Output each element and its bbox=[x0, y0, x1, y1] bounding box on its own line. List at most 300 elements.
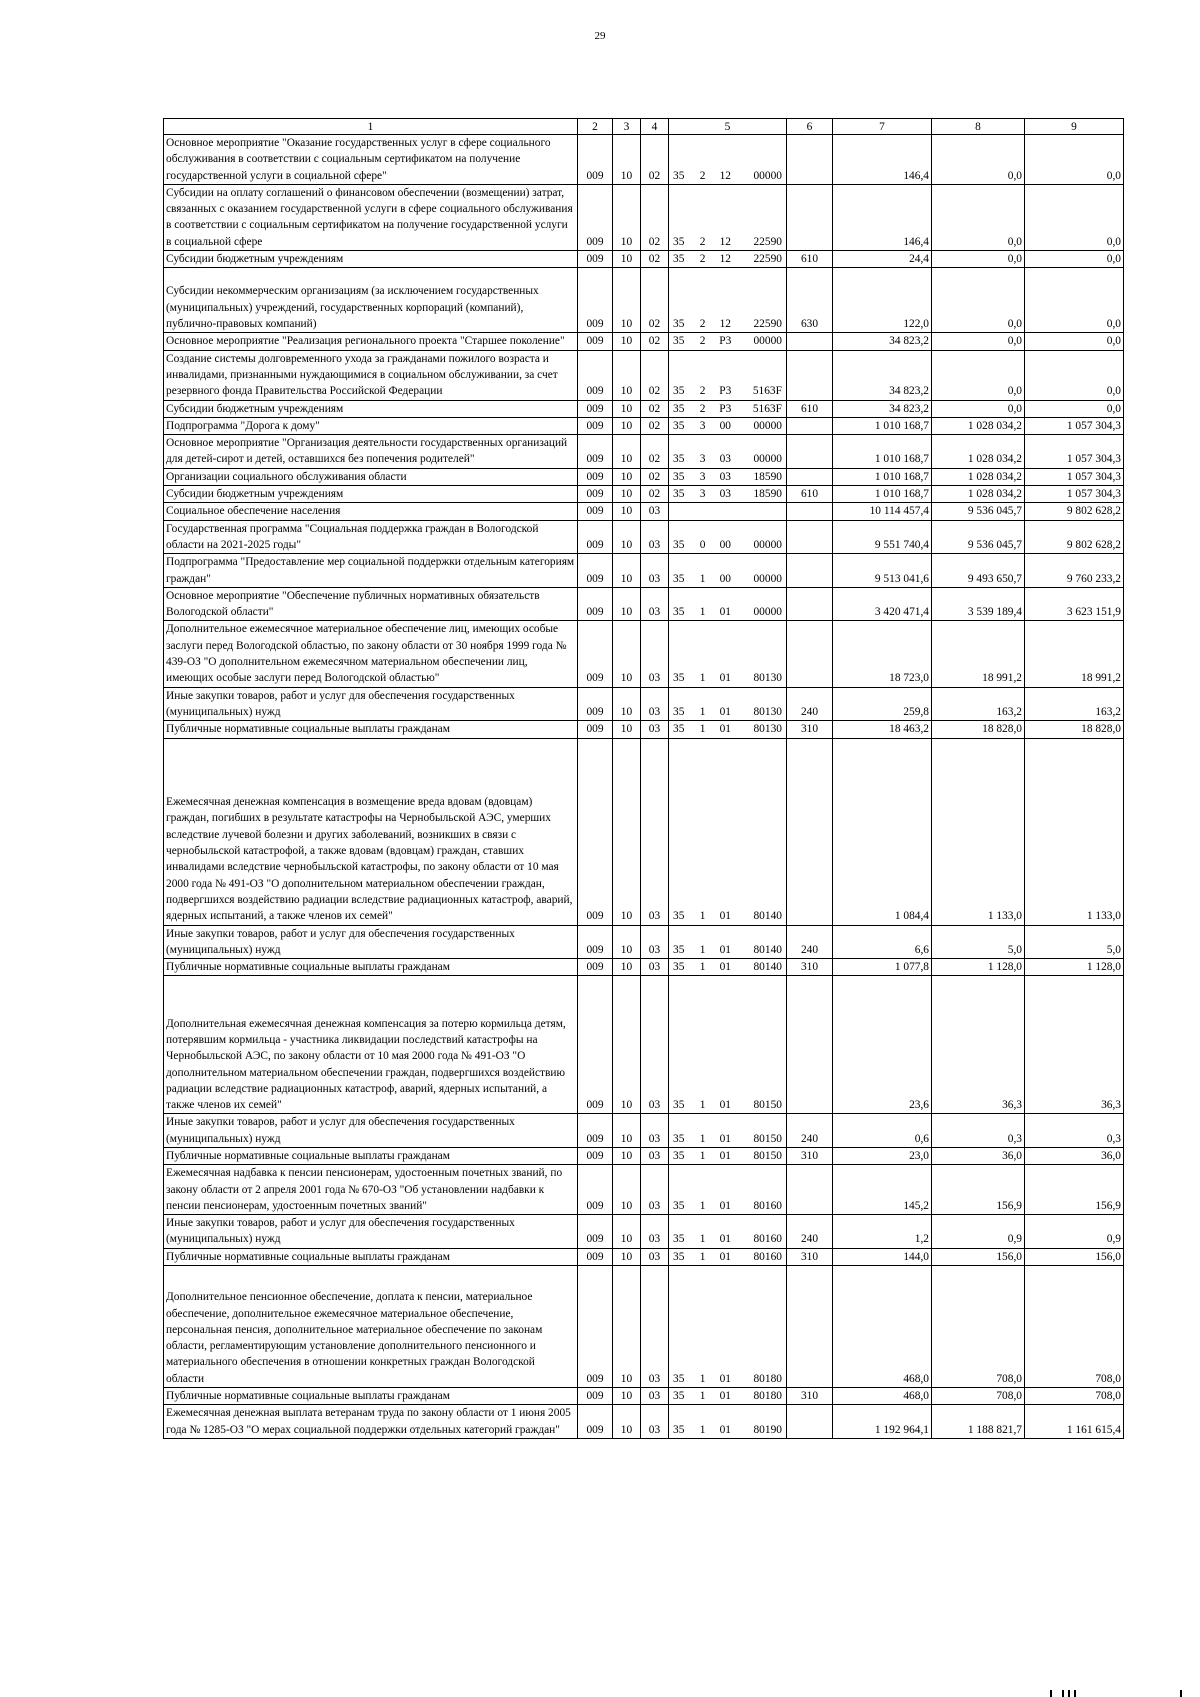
target-article-part: 01 bbox=[719, 943, 731, 956]
cell-section: 10 bbox=[613, 333, 641, 350]
cell-expense-type: 310 bbox=[787, 1248, 833, 1265]
target-article-part: 3 bbox=[699, 470, 706, 483]
target-article-part: 1 bbox=[699, 1372, 706, 1385]
target-article-part: P3 bbox=[719, 335, 732, 348]
cell-amount-col7: 145,2 bbox=[833, 1165, 932, 1215]
target-article-part: 12 bbox=[719, 253, 731, 266]
cell-expense-type bbox=[787, 333, 833, 350]
target-article-part: 1 bbox=[699, 910, 706, 923]
table-row bbox=[164, 268, 1124, 333]
cell-amount-col7: 1 084,4 bbox=[833, 738, 932, 925]
cell-section: 10 bbox=[613, 1266, 641, 1388]
cell-expense-type: 310 bbox=[787, 721, 833, 738]
cell-subsection: 02 bbox=[641, 184, 669, 250]
target-article-parts bbox=[671, 1388, 784, 1404]
target-article-part: 01 bbox=[719, 723, 731, 736]
target-article-part: 80150 bbox=[753, 1132, 782, 1145]
target-article-part: 12 bbox=[719, 169, 731, 182]
table-row bbox=[164, 621, 1124, 687]
row-name: Субсидии на оплату соглашений о финансовом обеспечении (возмещении) затрат, связанных с оказанием государственной услуги в сфере социального обслуживания в соответствии с социальным сертификатом на получение государственной услуги в социальной сфере bbox=[164, 184, 578, 250]
budget-table bbox=[163, 118, 1124, 1439]
cell-amount-col8: 0,0 bbox=[932, 268, 1025, 333]
table-row bbox=[164, 184, 1124, 250]
cell-ministry-code: 009 bbox=[578, 1248, 613, 1265]
target-article-parts bbox=[671, 1371, 784, 1387]
cell-expense-type bbox=[787, 587, 833, 621]
cell-target-article bbox=[669, 417, 787, 434]
target-article-part: 01 bbox=[719, 606, 731, 619]
cell-ministry-code: 009 bbox=[578, 417, 613, 434]
cell-ministry-code: 009 bbox=[578, 976, 613, 1114]
target-article-part: 35 bbox=[673, 572, 685, 585]
cell-amount-col9: 0,9 bbox=[1025, 1215, 1124, 1249]
target-article-part: 35 bbox=[673, 1199, 685, 1212]
target-article-part: 18590 bbox=[753, 488, 782, 501]
cell-amount-col7: 3 420 471,4 bbox=[833, 587, 932, 621]
target-article-part: 00 bbox=[719, 419, 731, 432]
cell-subsection: 02 bbox=[641, 350, 669, 400]
target-article-part: 00 bbox=[719, 572, 731, 585]
cell-target-article bbox=[669, 435, 787, 469]
cell-amount-col8: 18 828,0 bbox=[932, 721, 1025, 738]
column-header: 1 bbox=[164, 119, 578, 135]
cell-amount-col8: 1 028 034,2 bbox=[932, 417, 1025, 434]
cell-amount-col8: 9 536 045,7 bbox=[932, 503, 1025, 520]
table-row bbox=[164, 738, 1124, 925]
target-article-part: 80140 bbox=[753, 943, 782, 956]
target-article-part: 01 bbox=[719, 1250, 731, 1263]
table-row bbox=[164, 1165, 1124, 1215]
cell-subsection: 03 bbox=[641, 520, 669, 554]
cell-amount-col7: 23,0 bbox=[833, 1147, 932, 1164]
cell-expense-type: 240 bbox=[787, 687, 833, 721]
target-article-part: 35 bbox=[673, 402, 685, 415]
target-article-part: 01 bbox=[719, 1233, 731, 1246]
target-article-part: 35 bbox=[673, 723, 685, 736]
cell-section: 10 bbox=[613, 738, 641, 925]
cell-amount-col9: 0,0 bbox=[1025, 268, 1124, 333]
cell-expense-type: 610 bbox=[787, 486, 833, 503]
row-name: Создание системы долговременного ухода за гражданами пожилого возраста и инвалидами, признанными нуждающимися в социальном обслуживании, за счет резервного фонда Правительства Российской Федерации bbox=[164, 350, 578, 400]
cell-ministry-code: 009 bbox=[578, 621, 613, 687]
cell-target-article bbox=[669, 468, 787, 485]
target-article-part: 35 bbox=[673, 538, 685, 551]
row-name: Основное мероприятие "Организация деятельности государственных организаций для детей-сирот и детей, оставшихся без попечения родителей" bbox=[164, 435, 578, 469]
cell-ministry-code: 009 bbox=[578, 959, 613, 976]
target-article-part: 35 bbox=[673, 1423, 685, 1436]
cell-amount-col7: 1 077,8 bbox=[833, 959, 932, 976]
column-header: 6 bbox=[787, 119, 833, 135]
target-article-part: 35 bbox=[673, 1372, 685, 1385]
target-article-parts bbox=[671, 333, 784, 349]
cell-amount-col9: 36,3 bbox=[1025, 976, 1124, 1114]
cell-target-article bbox=[669, 1165, 787, 1215]
cell-ministry-code: 009 bbox=[578, 721, 613, 738]
row-name: Публичные нормативные социальные выплаты гражданам bbox=[164, 959, 578, 976]
target-article-part: 00000 bbox=[753, 169, 782, 182]
cell-amount-col8: 0,0 bbox=[932, 400, 1025, 417]
target-article-parts bbox=[671, 1249, 784, 1265]
column-header: 3 bbox=[613, 119, 641, 135]
target-article-part: 00 bbox=[719, 538, 731, 551]
target-article-part: 80180 bbox=[753, 1390, 782, 1403]
cell-subsection: 02 bbox=[641, 268, 669, 333]
cell-expense-type bbox=[787, 520, 833, 554]
cell-subsection: 03 bbox=[641, 1165, 669, 1215]
target-article-part: 80130 bbox=[753, 672, 782, 685]
cell-amount-col8: 0,0 bbox=[932, 184, 1025, 250]
target-article-parts bbox=[671, 401, 784, 417]
target-article-part: 35 bbox=[673, 470, 685, 483]
cell-ministry-code: 009 bbox=[578, 520, 613, 554]
target-article-part: 01 bbox=[719, 705, 731, 718]
target-article-part: 1 bbox=[699, 1199, 706, 1212]
cell-expense-type bbox=[787, 621, 833, 687]
cell-subsection: 02 bbox=[641, 135, 669, 185]
cell-amount-col7: 1 010 168,7 bbox=[833, 435, 932, 469]
target-article-part: 35 bbox=[673, 1250, 685, 1263]
cell-subsection: 03 bbox=[641, 1215, 669, 1249]
target-article-part: 01 bbox=[719, 1149, 731, 1162]
cell-amount-col9: 156,9 bbox=[1025, 1165, 1124, 1215]
target-article-part: 2 bbox=[699, 335, 706, 348]
cell-expense-type bbox=[787, 350, 833, 400]
target-article-part: 03 bbox=[719, 488, 731, 501]
target-article-part: 01 bbox=[719, 1390, 731, 1403]
cell-subsection: 02 bbox=[641, 400, 669, 417]
cell-expense-type: 310 bbox=[787, 1388, 833, 1405]
cell-amount-col9: 18 991,2 bbox=[1025, 621, 1124, 687]
target-article-part: 03 bbox=[719, 453, 731, 466]
table-row bbox=[164, 976, 1124, 1114]
cell-amount-col8: 36,0 bbox=[932, 1147, 1025, 1164]
cell-amount-col9: 163,2 bbox=[1025, 687, 1124, 721]
cell-section: 10 bbox=[613, 1215, 641, 1249]
cell-expense-type bbox=[787, 135, 833, 185]
cell-target-article bbox=[669, 1114, 787, 1148]
cell-amount-col9: 1 161 615,4 bbox=[1025, 1405, 1124, 1439]
cell-amount-col8: 1 128,0 bbox=[932, 959, 1025, 976]
row-name: Ежемесячная денежная выплата ветеранам труда по закону области от 1 июня 2005 года № 1285-ОЗ "О мерах социальной поддержки отдельных категорий граждан" bbox=[164, 1405, 578, 1439]
target-article-parts bbox=[671, 908, 784, 924]
cell-ministry-code: 009 bbox=[578, 687, 613, 721]
target-article-part: 12 bbox=[719, 318, 731, 331]
cell-amount-col7: 10 114 457,4 bbox=[833, 503, 932, 520]
target-article-part: 03 bbox=[719, 470, 731, 483]
cell-amount-col9: 3 623 151,9 bbox=[1025, 587, 1124, 621]
cell-ministry-code: 009 bbox=[578, 1215, 613, 1249]
cell-target-article bbox=[669, 1215, 787, 1249]
target-article-parts bbox=[671, 1231, 784, 1247]
row-name: Подпрограмма "Предоставление мер социальной поддержки отдельным категориям граждан" bbox=[164, 554, 578, 588]
cell-amount-col7: 18 463,2 bbox=[833, 721, 932, 738]
cell-subsection: 03 bbox=[641, 687, 669, 721]
cell-ministry-code: 009 bbox=[578, 503, 613, 520]
target-article-part: 35 bbox=[673, 1132, 685, 1145]
cell-subsection: 02 bbox=[641, 251, 669, 268]
cell-subsection: 03 bbox=[641, 1405, 669, 1439]
cell-section: 10 bbox=[613, 503, 641, 520]
table-row bbox=[164, 400, 1124, 417]
table-row bbox=[164, 333, 1124, 350]
target-article-part: 22590 bbox=[753, 253, 782, 266]
cell-target-article bbox=[669, 486, 787, 503]
target-article-part: 01 bbox=[719, 910, 731, 923]
cell-target-article bbox=[669, 721, 787, 738]
cell-amount-col7: 146,4 bbox=[833, 135, 932, 185]
cell-expense-type: 240 bbox=[787, 1215, 833, 1249]
cell-section: 10 bbox=[613, 959, 641, 976]
cell-target-article bbox=[669, 1248, 787, 1265]
table-row bbox=[164, 135, 1124, 185]
cell-target-article bbox=[669, 976, 787, 1114]
cell-subsection: 03 bbox=[641, 721, 669, 738]
target-article-part: 2 bbox=[699, 385, 706, 398]
cell-target-article bbox=[669, 587, 787, 621]
cell-section: 10 bbox=[613, 621, 641, 687]
cell-target-article bbox=[669, 400, 787, 417]
cell-amount-col8: 18 991,2 bbox=[932, 621, 1025, 687]
target-article-part: 35 bbox=[673, 419, 685, 432]
target-article-part: 35 bbox=[673, 910, 685, 923]
cell-target-article bbox=[669, 925, 787, 959]
cell-amount-col9: 9 760 233,2 bbox=[1025, 554, 1124, 588]
cell-target-article bbox=[669, 687, 787, 721]
target-article-part: 00000 bbox=[753, 419, 782, 432]
cell-amount-col8: 1 028 034,2 bbox=[932, 435, 1025, 469]
target-article-part: 1 bbox=[699, 1132, 706, 1145]
target-article-part: 1 bbox=[699, 1099, 706, 1112]
target-article-part: 80160 bbox=[753, 1233, 782, 1246]
table-row bbox=[164, 587, 1124, 621]
target-article-part: 22590 bbox=[753, 318, 782, 331]
cell-amount-col9: 708,0 bbox=[1025, 1388, 1124, 1405]
cell-target-article bbox=[669, 184, 787, 250]
row-name: Основное мероприятие "Реализация регионального проекта "Старшее поколение" bbox=[164, 333, 578, 350]
cell-target-article bbox=[669, 350, 787, 400]
cell-target-article bbox=[669, 268, 787, 333]
cell-section: 10 bbox=[613, 268, 641, 333]
target-article-part: 00000 bbox=[753, 538, 782, 551]
target-article-parts bbox=[671, 670, 784, 686]
cell-ministry-code: 009 bbox=[578, 350, 613, 400]
target-article-parts bbox=[671, 1131, 784, 1147]
cell-target-article bbox=[669, 333, 787, 350]
row-name: Подпрограмма "Дорога к дому" bbox=[164, 417, 578, 434]
cell-target-article bbox=[669, 1405, 787, 1439]
row-name: Социальное обеспечение населения bbox=[164, 503, 578, 520]
target-article-parts bbox=[671, 537, 784, 553]
row-name: Публичные нормативные социальные выплаты гражданам bbox=[164, 1147, 578, 1164]
cell-target-article bbox=[669, 1266, 787, 1388]
cell-amount-col8: 9 536 045,7 bbox=[932, 520, 1025, 554]
cell-amount-col7: 144,0 bbox=[833, 1248, 932, 1265]
target-article-part: 3 bbox=[699, 419, 706, 432]
cell-ministry-code: 009 bbox=[578, 1114, 613, 1148]
cell-subsection: 02 bbox=[641, 417, 669, 434]
cell-amount-col9: 9 802 628,2 bbox=[1025, 503, 1124, 520]
target-article-part: P3 bbox=[719, 385, 732, 398]
target-article-part: 80130 bbox=[753, 705, 782, 718]
target-article-part: 00000 bbox=[753, 335, 782, 348]
target-article-part: P3 bbox=[719, 402, 732, 415]
cell-subsection: 03 bbox=[641, 1114, 669, 1148]
target-article-part: 35 bbox=[673, 235, 685, 248]
cell-section: 10 bbox=[613, 721, 641, 738]
target-article-part: 80160 bbox=[753, 1250, 782, 1263]
table-row bbox=[164, 417, 1124, 434]
cell-amount-col9: 9 802 628,2 bbox=[1025, 520, 1124, 554]
cell-section: 10 bbox=[613, 1248, 641, 1265]
target-article-part: 2 bbox=[699, 402, 706, 415]
cell-amount-col8: 0,0 bbox=[932, 350, 1025, 400]
row-name: Государственная программа "Социальная поддержка граждан в Вологодской области на 2021-2025 годы" bbox=[164, 520, 578, 554]
row-name: Организации социального обслуживания области bbox=[164, 468, 578, 485]
target-article-part: 1 bbox=[699, 1233, 706, 1246]
target-article-part: 01 bbox=[719, 1423, 731, 1436]
cell-ministry-code: 009 bbox=[578, 1165, 613, 1215]
cell-amount-col8: 1 028 034,2 bbox=[932, 486, 1025, 503]
row-name: Субсидии некоммерческим организациям (за исключением государственных (муниципальных) учреждений, государственных корпораций (компаний), публично-правовых компаний) bbox=[164, 268, 578, 333]
target-article-part: 35 bbox=[673, 606, 685, 619]
table-row bbox=[164, 486, 1124, 503]
table-row bbox=[164, 554, 1124, 588]
target-article-part: 5163F bbox=[752, 385, 782, 398]
row-name: Дополнительное пенсионное обеспечение, доплата к пенсии, материальное обеспечение, дополнительное ежемесячное материальное обеспечение, персональная пенсия, дополнительное материальное обеспечение по законам области, регламентирующим установление дополнительного пенсионного и материального обеспечения в отношении конкретных граждан Вологодской области bbox=[164, 1266, 578, 1388]
target-article-part: 80160 bbox=[753, 1199, 782, 1212]
target-article-part: 0 bbox=[699, 538, 706, 551]
target-article-part: 80140 bbox=[753, 910, 782, 923]
target-article-part: 35 bbox=[673, 335, 685, 348]
target-article-part: 35 bbox=[673, 1233, 685, 1246]
cell-subsection: 02 bbox=[641, 486, 669, 503]
row-name: Ежемесячная денежная компенсация в возмещение вреда вдовам (вдовцам) граждан, погибших в результате катастрофы на Чернобыльской АЭС, умерших вследствие лучевой болезни и других заболеваний, возникших в связи с чернобыльской катастрофой, а также вдовам (вдовцам) граждан, ставших инвалидами вследствие чернобыльской катастрофы, по закону области от 10 мая 2000 года № 491-ОЗ "О дополнительном материальном обеспечении граждан, подвергшихся воздействию радиации вследствие радиационных катастроф, аварий, ядерных испытаний, а также членов их семей" bbox=[164, 738, 578, 925]
cell-section: 10 bbox=[613, 135, 641, 185]
target-article-parts bbox=[671, 1097, 784, 1113]
target-article-part: 1 bbox=[699, 1149, 706, 1162]
cell-amount-col7: 24,4 bbox=[833, 251, 932, 268]
cell-subsection: 03 bbox=[641, 925, 669, 959]
cell-expense-type bbox=[787, 738, 833, 925]
target-article-part: 00000 bbox=[753, 572, 782, 585]
target-article-part: 01 bbox=[719, 1372, 731, 1385]
cell-target-article bbox=[669, 554, 787, 588]
cell-amount-col8: 1 133,0 bbox=[932, 738, 1025, 925]
cell-amount-col7: 468,0 bbox=[833, 1266, 932, 1388]
cell-amount-col9: 0,0 bbox=[1025, 251, 1124, 268]
cell-amount-col9: 36,0 bbox=[1025, 1147, 1124, 1164]
cell-expense-type bbox=[787, 468, 833, 485]
cell-subsection: 03 bbox=[641, 959, 669, 976]
cell-expense-type bbox=[787, 1165, 833, 1215]
cell-subsection: 02 bbox=[641, 468, 669, 485]
cell-ministry-code: 009 bbox=[578, 486, 613, 503]
table-body bbox=[164, 135, 1124, 1439]
cell-target-article bbox=[669, 959, 787, 976]
target-article-part: 35 bbox=[673, 943, 685, 956]
target-article-part: 12 bbox=[719, 235, 731, 248]
cell-target-article bbox=[669, 621, 787, 687]
cell-subsection: 02 bbox=[641, 333, 669, 350]
cell-amount-col9: 1 128,0 bbox=[1025, 959, 1124, 976]
cell-section: 10 bbox=[613, 1388, 641, 1405]
cell-target-article bbox=[669, 135, 787, 185]
cell-amount-col7: 0,6 bbox=[833, 1114, 932, 1148]
target-article-parts bbox=[671, 451, 784, 467]
target-article-part: 01 bbox=[719, 1132, 731, 1145]
cell-expense-type bbox=[787, 976, 833, 1114]
row-name: Субсидии бюджетным учреждениям bbox=[164, 400, 578, 417]
column-header: 7 bbox=[833, 119, 932, 135]
cell-amount-col9: 1 057 304,3 bbox=[1025, 468, 1124, 485]
cell-ministry-code: 009 bbox=[578, 738, 613, 925]
cell-ministry-code: 009 bbox=[578, 587, 613, 621]
target-article-part: 22590 bbox=[753, 235, 782, 248]
cell-amount-col7: 122,0 bbox=[833, 268, 932, 333]
row-name: Иные закупки товаров, работ и услуг для обеспечения государственных (муниципальных) нужд bbox=[164, 1114, 578, 1148]
table-row bbox=[164, 1215, 1124, 1249]
table-row bbox=[164, 1388, 1124, 1405]
cell-expense-type: 610 bbox=[787, 251, 833, 268]
row-name: Основное мероприятие "Оказание государственных услуг в сфере социального обслуживания в соответствии с социальным сертификатом на получение государственной услуги в социальной сфере" bbox=[164, 135, 578, 185]
cell-target-article bbox=[669, 251, 787, 268]
cell-expense-type bbox=[787, 503, 833, 520]
target-article-part: 80140 bbox=[753, 961, 782, 974]
cell-subsection: 02 bbox=[641, 435, 669, 469]
cell-amount-col7: 9 551 740,4 bbox=[833, 520, 932, 554]
target-article-part: 2 bbox=[699, 235, 706, 248]
cell-amount-col7: 18 723,0 bbox=[833, 621, 932, 687]
cell-amount-col8: 36,3 bbox=[932, 976, 1025, 1114]
cell-section: 10 bbox=[613, 520, 641, 554]
cell-amount-col8: 0,0 bbox=[932, 333, 1025, 350]
cell-amount-col7: 146,4 bbox=[833, 184, 932, 250]
cell-amount-col8: 708,0 bbox=[932, 1266, 1025, 1388]
row-name: Публичные нормативные социальные выплаты гражданам bbox=[164, 1248, 578, 1265]
cell-amount-col7: 34 823,2 bbox=[833, 400, 932, 417]
target-article-part: 1 bbox=[699, 961, 706, 974]
cell-ministry-code: 009 bbox=[578, 184, 613, 250]
cell-amount-col9: 1 057 304,3 bbox=[1025, 435, 1124, 469]
cell-expense-type: 240 bbox=[787, 1114, 833, 1148]
target-article-part: 1 bbox=[699, 943, 706, 956]
cell-amount-col9: 708,0 bbox=[1025, 1266, 1124, 1388]
cell-section: 10 bbox=[613, 1165, 641, 1215]
cell-ministry-code: 009 bbox=[578, 435, 613, 469]
cell-section: 10 bbox=[613, 251, 641, 268]
target-article-part: 5163F bbox=[752, 402, 782, 415]
row-name: Дополнительное ежемесячное материальное обеспечение лиц, имеющих особые заслуги перед Вологодской областью, по закону области от 30 ноября 1999 года № 439-ОЗ "О дополнительном ежемесячном материальном обеспечении лиц, имеющих особые заслуги перед Вологодской областью" bbox=[164, 621, 578, 687]
target-article-part: 35 bbox=[673, 453, 685, 466]
target-article-part: 1 bbox=[699, 572, 706, 585]
row-name: Иные закупки товаров, работ и услуг для обеспечения государственных (муниципальных) нужд bbox=[164, 687, 578, 721]
row-name: Публичные нормативные социальные выплаты гражданам bbox=[164, 721, 578, 738]
cell-ministry-code: 009 bbox=[578, 1147, 613, 1164]
cell-section: 10 bbox=[613, 400, 641, 417]
target-article-part: 35 bbox=[673, 672, 685, 685]
table-row bbox=[164, 520, 1124, 554]
target-article-part: 35 bbox=[673, 169, 685, 182]
cell-section: 10 bbox=[613, 554, 641, 588]
cell-amount-col7: 1 010 168,7 bbox=[833, 417, 932, 434]
target-article-parts bbox=[671, 251, 784, 267]
table-row bbox=[164, 721, 1124, 738]
row-name: Иные закупки товаров, работ и услуг для обеспечения государственных (муниципальных) нужд bbox=[164, 1215, 578, 1249]
row-name: Дополнительная ежемесячная денежная компенсация за потерю кормильца детям, потерявшим кормильца - участника ликвидации последствий катастрофы на Чернобыльской АЭС, по закону области от 10 мая 2000 года № 491-ОЗ "О дополнительном материальном обеспечении граждан, подвергшихся воздействию радиации вследствие радиационных катастроф, аварий, ядерных испытаний, а также членов их семей" bbox=[164, 976, 578, 1114]
cell-subsection: 03 bbox=[641, 503, 669, 520]
cell-amount-col8: 9 493 650,7 bbox=[932, 554, 1025, 588]
cell-expense-type: 310 bbox=[787, 959, 833, 976]
